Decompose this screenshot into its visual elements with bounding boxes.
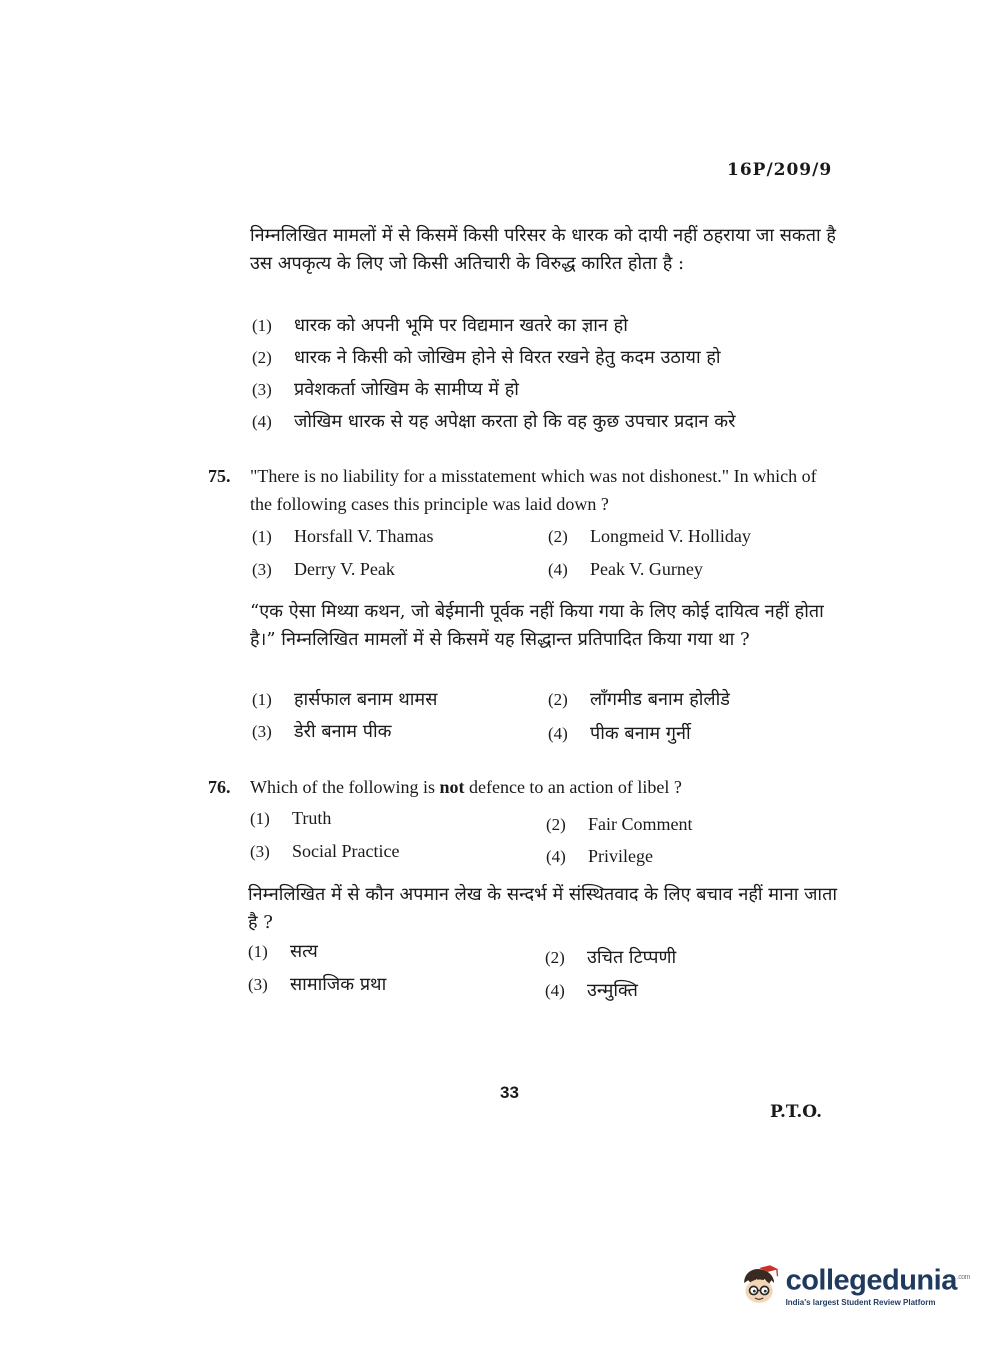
q76-number: 76. [208, 777, 231, 797]
q75-option-2 [548, 522, 751, 551]
q75-hindi-stem: “एक ऐसा मिथ्या कथन, जो बेईमानी पूर्वक नहीं किया गया के लिए कोई दायित्व नहीं होता है।” निम्नलिखित मामलों में से किसमें यह सिद्धान्त प्रतिपादित किया गया था ? [250, 601, 824, 650]
brand-domain: .com [956, 1274, 970, 1282]
q74-hindi-stem: निम्नलिखित मामलों में से किसमें किसी परिसर के धारक को दायी नहीं ठहराया जा सकता है उस अपकृत्य के लिए जो किसी अतिचारी के विरुद्ध कारित होता है : [250, 225, 836, 274]
option-text: प्रवेशकर्ता जोखिम के सामीप्य में हो [294, 379, 519, 400]
option-text: Truth [292, 808, 332, 828]
option-number: (4) [548, 560, 568, 579]
page-number: 33 [500, 1083, 519, 1102]
q75-hindi-option-4 [548, 720, 691, 748]
q76-english-stem [250, 773, 682, 801]
q76-hindi-option-3 [248, 971, 386, 999]
q74-hindi-option-2 [252, 344, 721, 372]
option-text: Fair Comment [588, 814, 693, 834]
q75-english-stem: "There is no liability for a misstatement which was not dishonest." In which of the following cases this principle was laid down ? [250, 466, 817, 514]
q76-option-2 [546, 810, 693, 839]
q76-option-4 [546, 842, 653, 871]
option-number: (2) [546, 815, 566, 834]
option-text: धारक को अपनी भूमि पर विद्यमान खतरे का ज्ञान हो [294, 315, 628, 336]
q75-option-4 [548, 555, 703, 584]
option-number: (4) [546, 847, 566, 866]
mascot-icon [740, 1256, 780, 1314]
q74-hindi-option-4 [252, 408, 735, 436]
option-number: (3) [252, 722, 272, 741]
q75-option-3 [252, 555, 395, 584]
watermark-text [786, 1263, 970, 1307]
option-text: लाँगमीड बनाम होलीडे [590, 689, 730, 710]
option-number: (3) [250, 842, 270, 861]
option-number: (1) [248, 942, 268, 961]
q75-number: 75. [208, 466, 231, 486]
q75-option-1 [252, 522, 434, 551]
option-number: (3) [248, 975, 268, 994]
option-text: हार्सफाल बनाम थामस [294, 689, 438, 710]
q75-hindi-option-2 [548, 686, 730, 714]
brand-wordmark: collegedunia [785, 1264, 957, 1297]
option-text: उचित टिप्पणी [587, 947, 677, 968]
option-number: (4) [545, 981, 565, 1000]
option-number: (1) [252, 690, 272, 709]
option-number: (2) [252, 348, 272, 367]
option-text: पीक बनाम गुर्नी [590, 723, 691, 744]
q74-hindi-option-3 [252, 376, 519, 404]
q76-stem-part: Which of the following is [250, 777, 440, 797]
brand-tagline: India's largest Student Review Platform [785, 1297, 936, 1307]
collegedunia-watermark [740, 1255, 970, 1315]
option-text: सामाजिक प्रथा [290, 974, 387, 995]
option-number: (2) [548, 690, 568, 709]
q76-hindi-option-4 [545, 977, 638, 1005]
option-number: (2) [545, 948, 565, 967]
q74-hindi-option-1 [252, 312, 628, 340]
option-text: Peak V. Gurney [590, 559, 703, 579]
option-text: सत्य [290, 941, 318, 962]
q75-hindi-option-1 [252, 686, 437, 714]
option-number: (2) [548, 527, 568, 546]
option-text: डेरी बनाम पीक [294, 721, 392, 742]
q76-hindi-option-2 [545, 944, 676, 972]
q76-stem-emphasis: not [439, 777, 465, 797]
option-text: Longmeid V. Holliday [590, 526, 751, 546]
option-text: Privilege [588, 846, 653, 866]
please-turn-over: P.T.O. [770, 1102, 822, 1122]
option-text: उन्मुक्ति [587, 980, 638, 1001]
brand-name [786, 1263, 970, 1296]
option-number: (1) [252, 316, 272, 335]
option-text: धारक ने किसी को जोखिम होने से विरत रखने हेतु कदम उठाया हो [294, 347, 721, 368]
option-number: (3) [252, 380, 272, 399]
option-number: (3) [252, 560, 272, 579]
q75-hindi-option-3 [252, 718, 392, 746]
q76-hindi-option-1 [248, 938, 318, 966]
paper-code: 16P/209/9 [727, 160, 833, 180]
option-number: (4) [252, 412, 272, 431]
option-text: Social Practice [292, 841, 400, 861]
q76-option-1 [250, 804, 331, 833]
q76-stem-part: defence to an action of libel ? [464, 777, 682, 797]
option-number: (4) [548, 724, 568, 743]
q76-hindi-stem: निम्नलिखित में से कौन अपमान लेख के सन्दर्भ में संस्थितवाद के लिए बचाव नहीं माना जाता है ? [248, 884, 838, 933]
option-text: Horsfall V. Thamas [294, 526, 434, 546]
option-text: जोखिम धारक से यह अपेक्षा करता हो कि वह कुछ उपचार प्रदान करे [294, 411, 736, 432]
option-number: (1) [250, 809, 270, 828]
option-text: Derry V. Peak [294, 559, 395, 579]
option-number: (1) [252, 527, 272, 546]
q76-option-3 [250, 837, 399, 866]
